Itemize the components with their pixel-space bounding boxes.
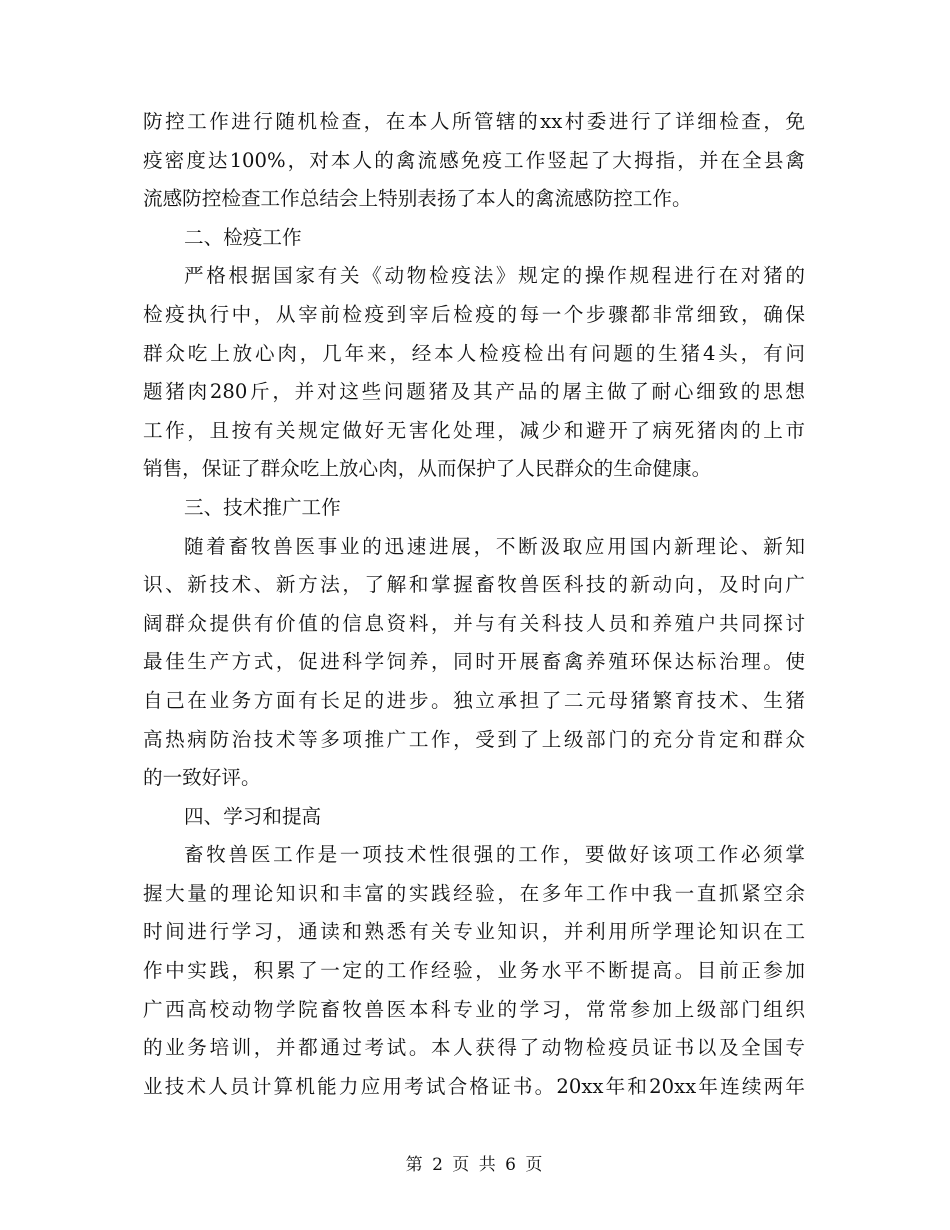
text-line: 防控工作进行随机检查，在本人所管辖的xx村委进行了详细检查，免 — [143, 110, 805, 133]
text-line: 握大量的理论知识和丰富的实践经验，在多年工作中我一直抓紧空余 — [143, 881, 805, 905]
document-body — [143, 103, 805, 1106]
text-line: 工作，且按有关规定做好无害化处理，减少和避开了病死猪肉的上市 — [143, 418, 805, 442]
page-footer: 第 2 页 共 6 页 — [405, 1155, 545, 1175]
section-heading: 二、检疫工作 — [184, 225, 302, 249]
text-line: 的业务培训，并都通过考试。本人获得了动物检疫员证书以及全国专 — [143, 1036, 805, 1060]
text-line: 畜牧兽医工作是一项技术性很强的工作，要做好该项工作必须掌 — [184, 843, 805, 867]
text-line: 时间进行学习，通读和熟悉有关专业知识，并利用所学理论知识在工 — [143, 920, 805, 944]
section-heading: 四、学习和提高 — [184, 804, 322, 828]
section-heading: 三、技术推广工作 — [184, 495, 341, 519]
text-line: 最佳生产方式，促进科学饲养，同时开展畜禽养殖环保达标治理。使 — [143, 650, 805, 674]
text-line: 随着畜牧兽医事业的迅速进展，不断汲取应用国内新理论、新知 — [184, 534, 805, 558]
text-line: 作中实践，积累了一定的工作经验，业务水平不断提高。目前正参加 — [143, 959, 805, 983]
text-line: 高热病防治技术等多项推广工作，受到了上级部门的充分肯定和群众 — [143, 727, 805, 751]
text-line: 识、新技术、新方法，了解和掌握畜牧兽医科技的新动向，及时向广 — [143, 573, 805, 597]
text-line: 的一致好评。 — [143, 766, 261, 790]
text-line: 流感防控检查工作总结会上特别表扬了本人的禽流感防控工作。 — [143, 187, 692, 211]
text-line: 自己在业务方面有长足的进步。独立承担了二元母猪繁育技术、生猪 — [143, 688, 805, 712]
text-line: 广西高校动物学院畜牧兽医本科专业的学习，常常参加上级部门组织 — [143, 997, 805, 1021]
text-line: 群众吃上放心肉，几年来，经本人检疫检出有问题的生猪4头，有问 — [143, 341, 805, 365]
text-line: 检疫执行中，从宰前检疫到宰后检疫的每一个步骤都非常细致，确保 — [143, 302, 805, 326]
text-line: 阔群众提供有价值的信息资料，并与有关科技人员和养殖户共同探讨 — [143, 611, 805, 635]
text-line: 题猪肉280斤，并对这些问题猪及其产品的屠主做了耐心细致的思想 — [143, 380, 805, 404]
text-line: 销售，保证了群众吃上放心肉，从而保护了人民群众的生命健康。 — [143, 457, 712, 481]
text-line: 业技术人员计算机能力应用考试合格证书。20xx年和20xx年连续两年 — [143, 1074, 805, 1098]
text-line: 严格根据国家有关《动物检疫法》规定的操作规程进行在对猪的 — [184, 264, 805, 288]
text-line: 疫密度达100%，对本人的禽流感免疫工作竖起了大拇指，并在全县禽 — [143, 148, 805, 172]
